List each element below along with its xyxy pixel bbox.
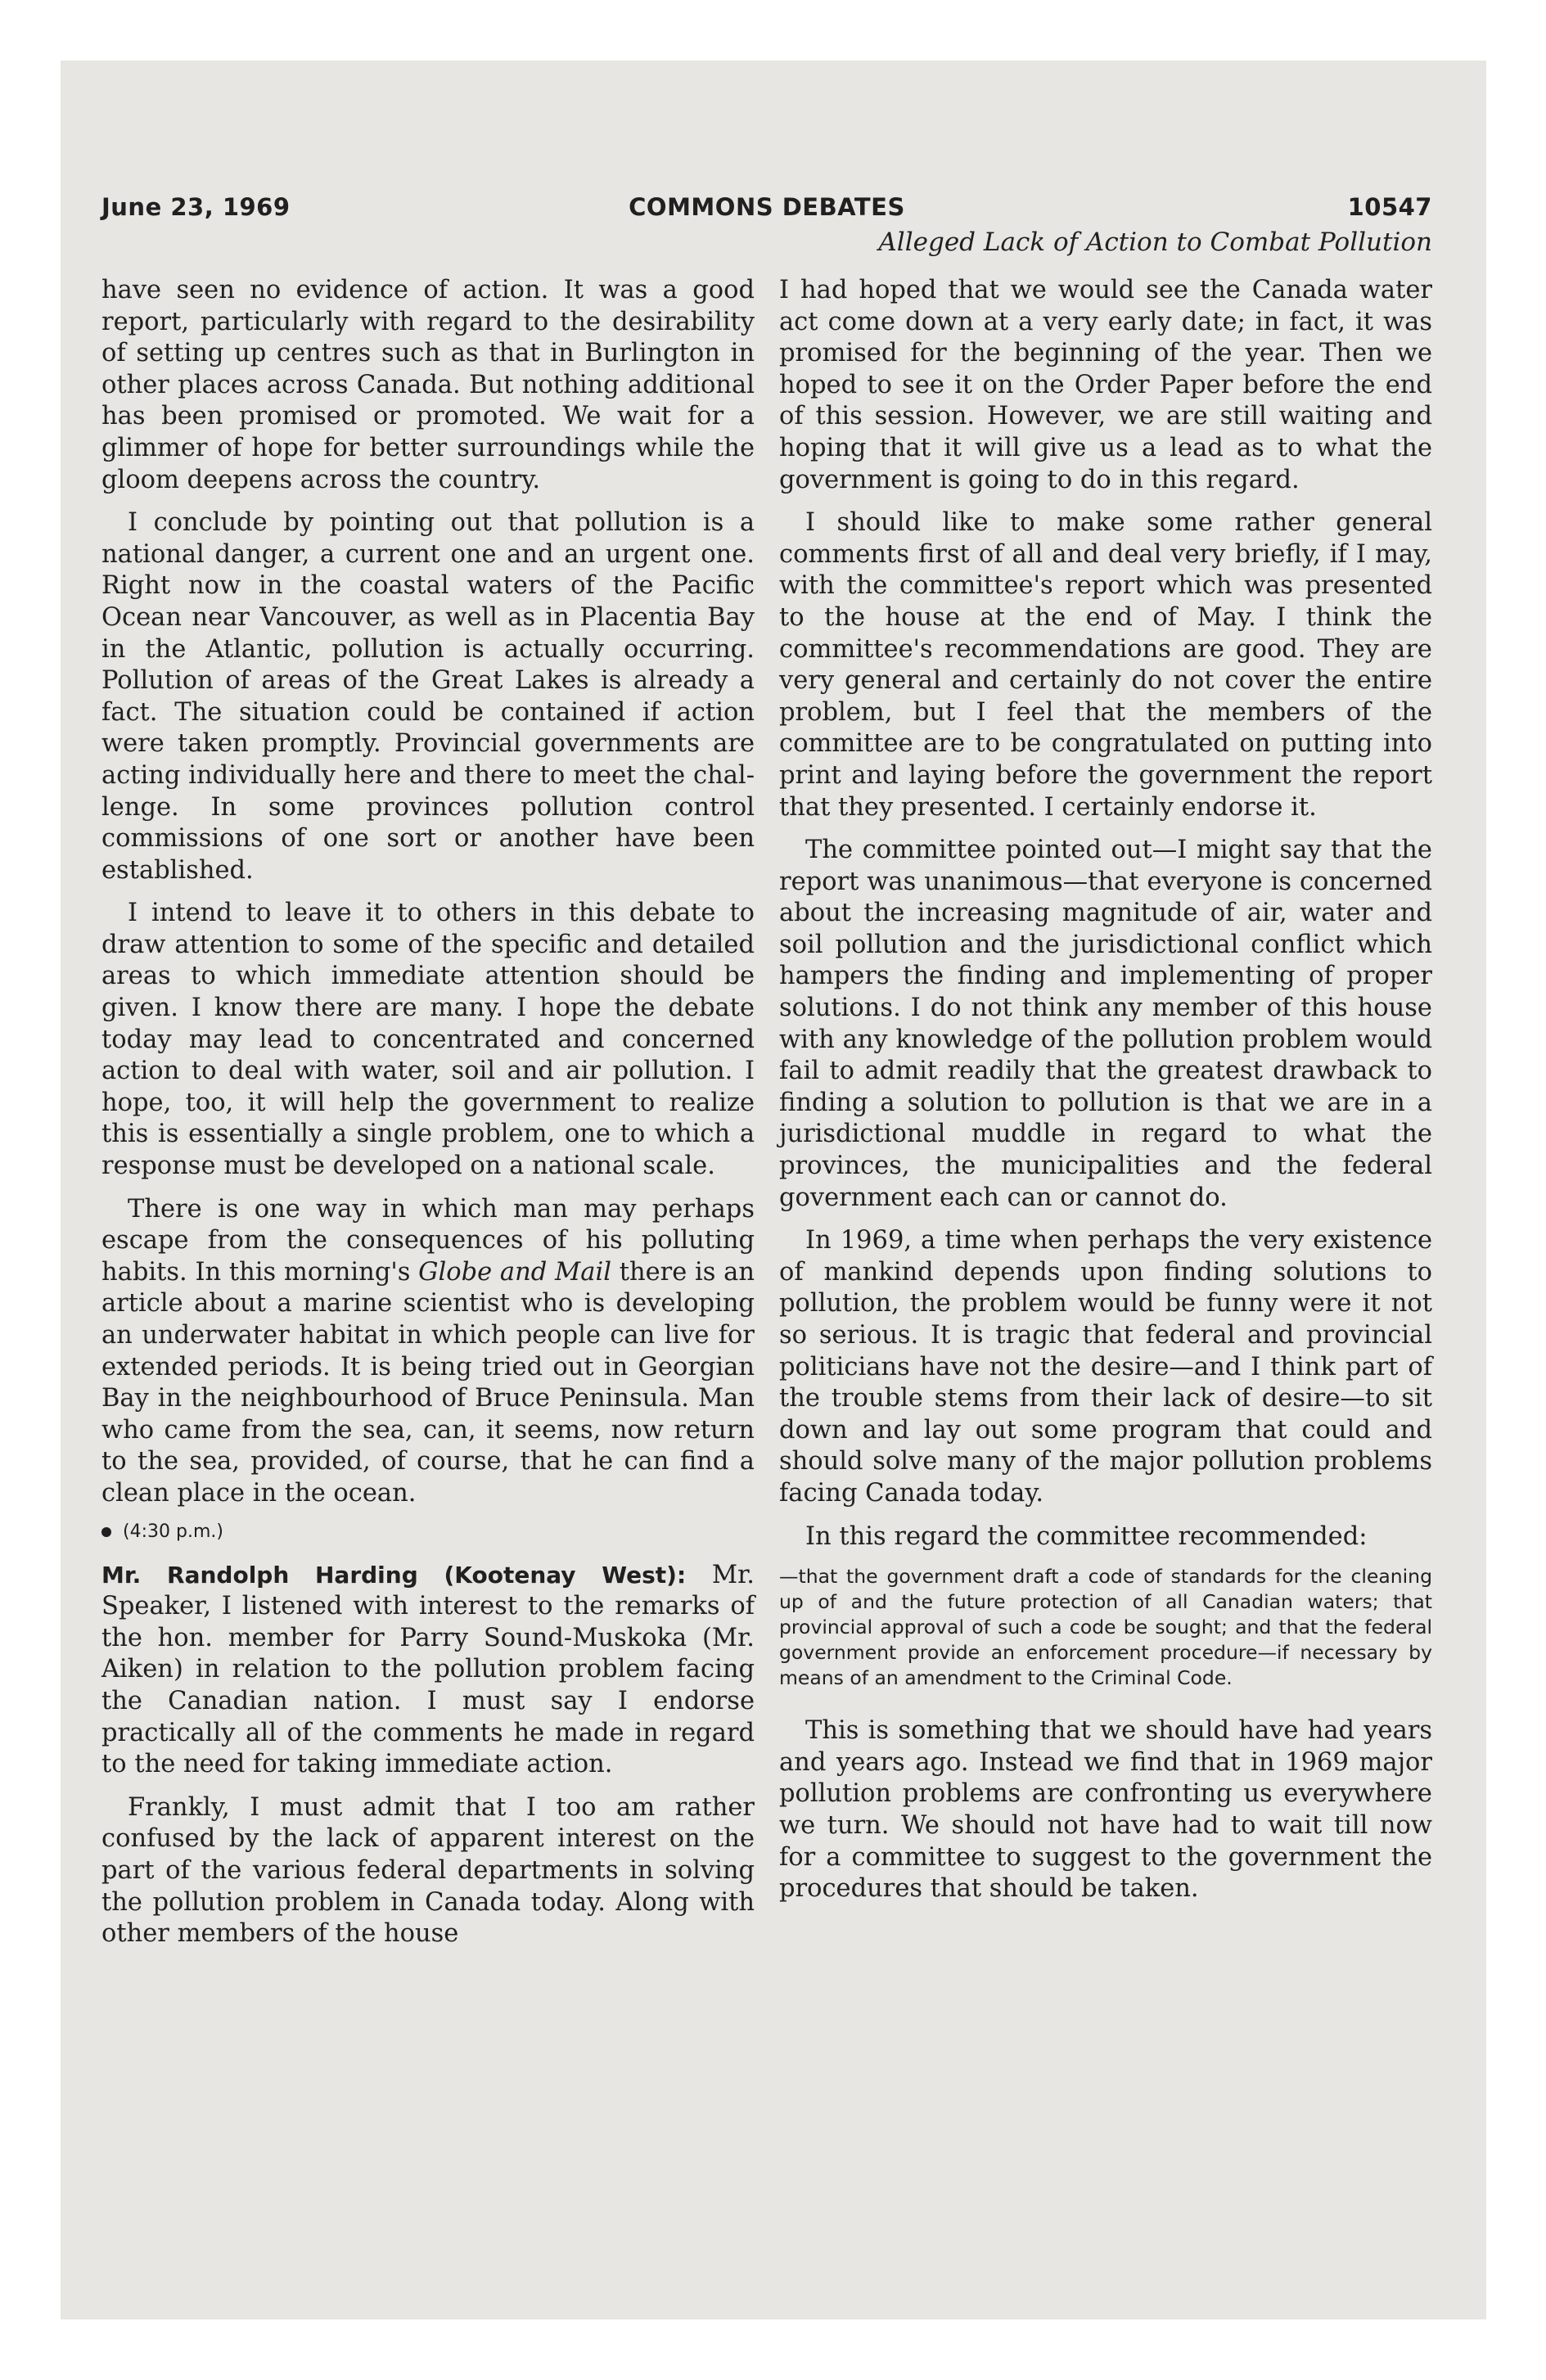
paragraph: I should like to make some rather general comments first of all and deal very briefly, if I may, with the committee's report which was presented to the house at the end of May. I think the committee's recommendations are good. They are very general and certainly do not cover the entire problem, but I feel that the members of the committee are to be congratulated on putting into print and laying before the government the report that they presented. I certainly endorse it.	[779, 508, 1432, 822]
paragraph	[101, 1194, 755, 1510]
time-marker	[101, 1521, 755, 1542]
speaker-name: Mr. Randolph Harding (Kootenay West):	[101, 1561, 687, 1589]
header-date: June 23, 1969	[101, 193, 291, 221]
text-columns	[101, 275, 1432, 1962]
paragraph: have seen no evidence of action. It was a good report, particularly with regard to the desirability of setting up centres such as that in Burlington in other places across Canada. But nothing additional has been promised or promoted. We wait for a glimmer of hope for better surroundings while the gloom deepens across the country.	[101, 276, 755, 494]
paragraph-text: There is one way in which man may perhaps escape from the consequences of his polluting habits. In this morning's	[101, 1194, 755, 1287]
paragraph	[101, 1560, 755, 1781]
paragraph: I conclude by pointing out that pollution is a national danger, a current one and an urgent one. Right now in the coastal waters of the Pacific Ocean near Vancouver, as well as in Placentia Bay in the Atlantic, pollution is actually occurring. Pollution of areas of the Great Lakes is already a fact. The situation could be contained if action were taken promptly. Provincial governments are acting individually here and there to meet the challenge. In some provinces pollution control commissions of one sort or another have been established.	[101, 508, 755, 885]
document-page	[101, 187, 1432, 1949]
paragraph: I had hoped that we would see the Canada water act come down at a very early date; in fact, it was promised for the beginning of the year. Then we hoped to see it on the Order Paper before the end of this session. However, we are still waiting and hoping that it will give us a lead as to what the government is going to do in this regard.	[779, 276, 1432, 494]
paragraph: In 1969, a time when perhaps the very existence of mankind depends upon finding solutions to pollution, the problem would be funny were it not so serious. It is tragic that federal and provincial politicians have not the desire—and I think part of the trouble stems from their lack of desire—to sit down and lay out some program that could and should solve many of the major pollution problems facing Canada today.	[779, 1226, 1432, 1508]
paragraph: I intend to leave it to others in this debate to draw attention to some of the specific and detailed areas to which immediate attention should be given. I know there are many. I hope the debate today may lead to concentrated and concerned action to deal with water, soil and air pollution. I hope, too, it will help the government to realize this is essentially a single problem, one to which a response must be developed on a national scale.	[101, 899, 755, 1181]
time-text: (4:30 p.m.)	[123, 1521, 223, 1542]
paragraph: Frankly, I must admit that I too am rather confused by the lack of apparent interest on the part of the various federal departments in solving the pollution problem in Canada today. Along with other members of the house	[101, 1792, 755, 1949]
paragraph: The committee pointed out—I might say that the report was unanimous—that everyone is concerned about the increasing magnitude of air, water and soil pollution and the jurisdictional conflict which hampers the finding and implementing of proper solutions. I do not think any member of this house with any knowledge of the pollution problem would fail to admit readily that the greatest drawback to finding a solution to pollution is that we are in a jurisdictional muddle in regard to what the provinces, the municipalities and the federal government each can or cannot do.	[779, 836, 1432, 1212]
page-header	[101, 187, 1432, 232]
paragraph: This is something that we should have had years and years ago. Instead we find that in 1969 major pollution problems are confronting us everywhere we turn. We should not have had to wait till now for a committee to suggest to the government the procedures that should be taken.	[779, 1716, 1432, 1904]
left-column	[101, 275, 755, 1962]
quoted-recommendation: —that the government draft a code of standards for the cleaning up of and the future protection of all Canadian waters; that provincial approval of such a code be sought; and that the federal government provide an enforcement procedure—if necessary by means of an amendment to the Criminal Code.	[779, 1565, 1432, 1690]
paragraph-text: Mr. Speaker, I listened with interest to the remarks of the hon. member for Parry Sound-Muskoka (Mr. Aiken) in relation to the pollution problem facing the Canadian nation. I must say I endorse practically all of the comments he made in regard to the need for taking immediate action.	[101, 1560, 755, 1779]
right-column	[779, 275, 1432, 1962]
paragraph: In this regard the committee recommended:	[805, 1521, 1368, 1551]
header-title: COMMONS DEBATES	[629, 193, 905, 221]
running-subject: Alleged Lack of Action to Combat Pollution	[878, 228, 1432, 257]
newspaper-title: Globe and Mail	[418, 1257, 611, 1287]
paragraph-text: there is an article about a marine scientist who is developing an underwater habitat in which people can live for extended periods. It is being tried out in Georgian Bay in the neighbourhood of Bruce Peninsula. Man who came from the sea, can, it seems, now return to the sea, provided, of course, that he can find a clean place in the ocean.	[101, 1257, 755, 1508]
header-page-number: 10547	[1347, 193, 1432, 221]
bullet-icon	[101, 1527, 111, 1537]
